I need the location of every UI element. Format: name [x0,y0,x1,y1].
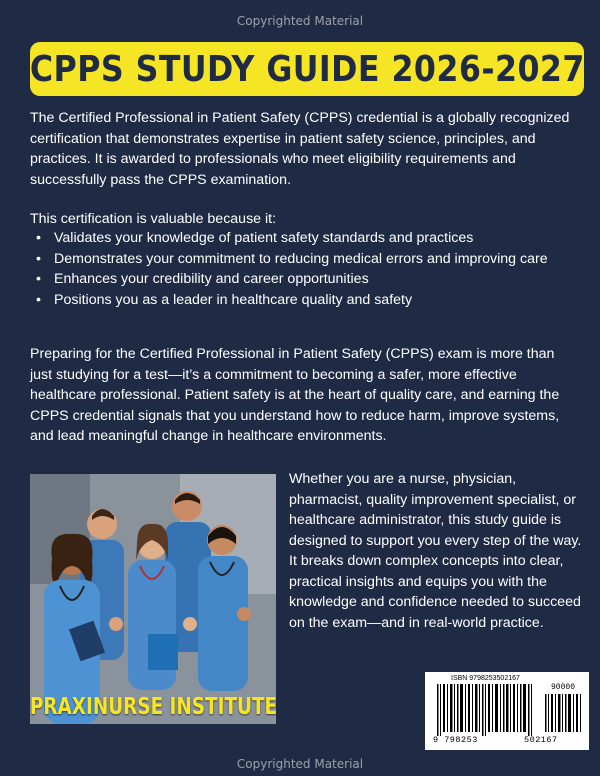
photo-label [30,689,276,725]
bullet-item: • Enhances your credibility and career opportunities [30,269,575,290]
watermark-top: Copyrighted Material [236,14,364,28]
title-banner [30,42,584,96]
watermark-bottom: Copyrighted Material [236,757,364,771]
intro-paragraph: The Certified Professional in Patient Safety (CPPS) credential is a globally recognized certification that demonstrates expertise in patient safety science, principles, and practices. It is awarded to professionals who meet eligibility requirements and successfully pass the CPPS examination. [30,110,570,188]
institute-name: PRAXINURSE INSTITUTE [29,694,277,720]
value-heading: This certification is valuable because it: [30,211,277,227]
audience-paragraph: Whether you are a nurse, physician, pharmacist, quality improvement specialist, or healthcare administrator, this study guide is designed to support you every step of the way. It breaks down complex concepts into clear, practical insights and equips you with the knowledge and confidence needed to succeed on the exam—and in real-world practice. [289,471,582,631]
price-code: 90000 [551,683,576,692]
isbn-digits-left: 9 798253 [433,735,478,745]
nurses-illustration [30,474,276,724]
preparing-paragraph: Preparing for the Certified Professional in Patient Safety (CPPS) exam is more than just studying for a test—it’s a commitment to becoming a safer, more effective healthcare professional. Patient safety is at the heart of quality care, and earning the CPPS credential signals that you understand how to reduce harm, improve systems, and lead meaningful change in healthcare environments. [30,346,560,444]
bullet-item: • Demonstrates your commitment to reducing medical errors and improving care [30,249,575,270]
isbn-digits-right: 502167 [524,735,558,745]
value-bullet-list [30,228,575,310]
banner-title: CPPS STUDY GUIDE 2026-2027 [29,48,585,90]
isbn-label: ISBN 9798253502167 [451,675,520,682]
nurses-group-photo-icon [30,474,276,724]
bullet-item: • Positions you as a leader in healthcare quality and safety [30,290,575,311]
bullet-item: • Validates your knowledge of patient safety standards and practices [30,228,575,249]
isbn-barcode [425,672,589,750]
